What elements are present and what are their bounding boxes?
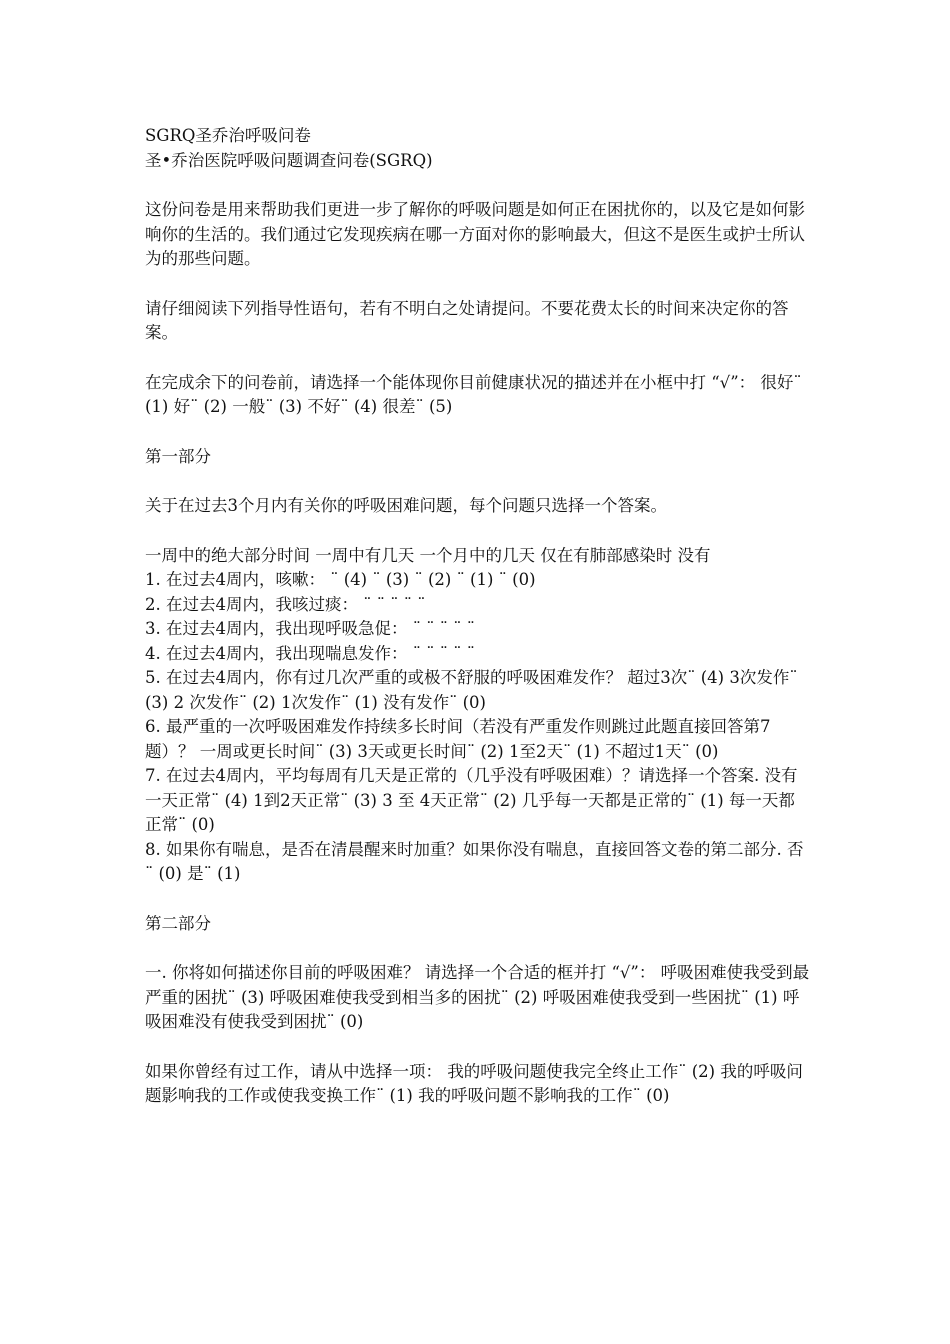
question-4: 4. 在过去4周内，我出现喘息发作： ¨ ¨ ¨ ¨ ¨ bbox=[145, 643, 475, 663]
question-7: 7. 在过去4周内，平均每周有几天是正常的（几乎没有呼吸困难）？请选择一个答案. 没有一天正常¨ (4) 1到2天正常¨ (3) 3 至 4天正常¨ (2) 几乎每一天都是正常的¨ (1) 每一天都正常¨ (0) bbox=[145, 766, 798, 834]
intro-paragraph: 这份问卷是用来帮助我们更进一步了解你的呼吸问题是如何正在困扰你的，以及它是如何影响你的生活的。我们通过它发现疾病在哪一方面对你的影响最大，但这不是医生或护士所认为的那些问题。 bbox=[145, 200, 805, 268]
spacer bbox=[145, 173, 810, 198]
part-one-heading: 第一部分 bbox=[145, 446, 211, 466]
spacer bbox=[145, 469, 810, 494]
spacer bbox=[145, 887, 810, 912]
spacer bbox=[145, 346, 810, 371]
document-title: SGRQ圣乔治呼吸问卷 bbox=[145, 126, 311, 145]
document-subtitle: 圣•乔治医院呼吸问题调查问卷(SGRQ) bbox=[145, 150, 433, 170]
question-6: 6. 最严重的一次呼吸困难发作持续多长时间（若没有严重发作则跳过此题直接回答第7题）？ 一周或更长时间¨ (3) 3天或更长时间¨ (2) 1至2天¨ (1) 不超过1天¨ (0) bbox=[145, 717, 771, 761]
question-8: 8. 如果你有喘息，是否在清晨醒来时加重？如果你没有喘息，直接回答文卷的第二部分. 否¨ (0) 是¨ (1) bbox=[145, 839, 804, 883]
part-one-instruction: 关于在过去3个月内有关你的呼吸困难问题，每个问题只选择一个答案。 bbox=[145, 496, 667, 515]
question-2: 2. 在过去4周内，我咳过痰： ¨ ¨ ¨ ¨ ¨ bbox=[145, 594, 426, 614]
health-status-question: 在完成余下的问卷前，请选择一个能体现你目前健康状况的描述并在小框中打 “√”： 很好¨ (1) 好¨ (2) 一般¨ (3) 不好¨ (4) 很差¨ (5) bbox=[145, 372, 802, 416]
spacer bbox=[145, 936, 810, 961]
part-two-heading: 第二部分 bbox=[145, 913, 211, 933]
work-question: 如果你曾经有过工作，请从中选择一项： 我的呼吸问题使我完全终止工作¨ (2) 我的呼吸问题影响我的工作或使我变换工作¨ (1) 我的呼吸问题不影响我的工作¨ (0) bbox=[145, 1061, 803, 1105]
question-5: 5. 在过去4周内，你有过几次严重的或极不舒服的呼吸困难发作？ 超过3次¨ (4) 3次发作¨ (3) 2 次发作¨ (2) 1次发作¨ (1) 没有发作¨ (0) bbox=[145, 668, 798, 712]
question-3: 3. 在过去4周内，我出现呼吸急促： ¨ ¨ ¨ ¨ ¨ bbox=[145, 619, 475, 638]
question-1: 1. 在过去4周内，咳嗽： ¨ (4) ¨ (3) ¨ (2) ¨ (1) ¨ (0) bbox=[145, 570, 536, 589]
spacer bbox=[145, 272, 810, 297]
spacer bbox=[145, 519, 810, 544]
part-two-question-one: 一. 你将如何描述你目前的呼吸困难？ 请选择一个合适的框并打 “√”： 呼吸困难使我受到最严重的困扰¨ (3) 呼吸困难使我受到相当多的困扰¨ (2) 呼吸困难使我受到一些困扰¨ (1) 呼吸困难没有使我受到困扰¨ (0) bbox=[145, 963, 810, 1031]
spacer bbox=[145, 1035, 810, 1060]
spacer bbox=[145, 420, 810, 445]
instructions-paragraph: 请仔细阅读下列指导性语句，若有不明白之处请提问。不要花费太长的时间来决定你的答案。 bbox=[145, 298, 789, 342]
document-page bbox=[145, 124, 810, 1109]
answer-columns-header: 一周中的绝大部分时间 一周中有几天 一个月中的几天 仅在有肺部感染时 没有 bbox=[145, 545, 711, 565]
